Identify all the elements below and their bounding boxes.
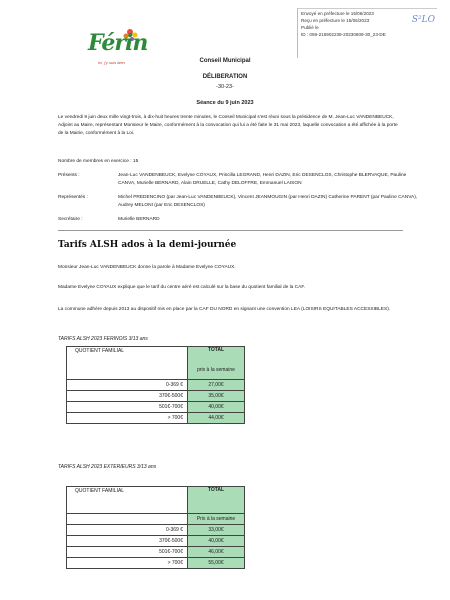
header-total: TOTAL: [188, 487, 245, 514]
table-row: [67, 547, 245, 558]
table2-title: TARIFS ALSH 2023 EXTERIEURS 3/13 ans: [58, 464, 157, 470]
stamp-line-sent: Envoyé en préfecture le 15/06/2023: [301, 11, 374, 16]
section-title: Tarifs ALSH ados à la demi-journée: [58, 240, 237, 250]
tarifs-table-ferinois: [66, 346, 245, 424]
table-row: [67, 525, 245, 536]
qf-cell: 501€-700€: [67, 402, 188, 413]
intro-paragraph: Le vendredi 9 juin deux mille vingt-trois, à dix-huit heures trente minutes, le Conseil Municipal s'est réuni sous la présidence de M. Jean-Luc VANDENBEUCK, Adjoint au Maire, représentant Monsieur le Maire, conformément à la convocation qui lui a été faite le 31 mai 2023, laquelle convocation a été affichée à la porte de la Mairie, conformément à la Loi.: [58, 115, 398, 136]
logo-tagline: Ici, j'y suis bien: [98, 60, 125, 65]
qf-cell: > 700€: [67, 558, 188, 569]
members-line: [58, 158, 138, 166]
table-row: [67, 402, 245, 413]
header-total: [188, 347, 245, 380]
logo-word: Férin: [88, 30, 148, 56]
price-cell: 33,00€: [188, 525, 245, 536]
qf-cell-empty: [67, 514, 188, 525]
secretaire-value: Murielle BERNARD: [118, 217, 160, 222]
header-price-label: prix à la semaine: [197, 367, 235, 373]
stamp-line-published: Publié le: [301, 25, 319, 30]
divider: [58, 230, 403, 231]
header-total-label: TOTAL: [207, 347, 225, 353]
table-row: [67, 413, 245, 424]
table-header-row: [67, 347, 245, 380]
header-qf: QUOTIENT FAMILIAL: [67, 487, 188, 514]
table-subheader-row: [67, 514, 245, 525]
council-title: Conseil Municipal: [199, 58, 251, 64]
deliberation-number: -30-23-: [216, 84, 234, 90]
table-header-row: [67, 487, 245, 514]
price-cell: 40,00€: [188, 402, 245, 413]
price-cell: 46,00€: [188, 547, 245, 558]
table-row: [67, 380, 245, 391]
representes-value: Michel PREDENCINO (par Jean-Luc VANDENBEUCK), Vincent JEANMOUGIN (par Henri DAZIN) Catherine PARENT (par Pauline CANVA), Audrey MELONI (par Eric DESENCLOS): [118, 195, 418, 208]
stamp-line-received: Reçu en préfecture le 15/06/2023: [301, 18, 370, 23]
qf-cell: 0-369 €: [67, 525, 188, 536]
table1-title: TARIFS ALSH 2023 FERINOIS 3/13 ans: [58, 336, 148, 342]
header-qf: QUOTIENT FAMILIAL: [67, 347, 188, 380]
deliberation-title: DÉLIBERATION: [202, 74, 248, 80]
qf-cell: 0-369 €: [67, 380, 188, 391]
representes-label: Représentés :: [58, 195, 88, 200]
qf-cell: 370€-500€: [67, 536, 188, 547]
presents-value: Jean-Luc VANDENBEUCK, Evelyne COYAUX, Priscilla LEGRAND, Henri DAZIN, Eric DESENCLOS, Christophe BLERVAQUE, Pauline CANVA, Murielle BERNARD, Alain DRUELLE, Cathy DELOFFRE, Emmanuel LAISON: [118, 173, 407, 186]
adhere-paragraph: La commune adhère depuis 2013 au dispositif mis en place par la CAF DU NORD en signant une convention LEA (LOISIRS EQUITABLES ACCESSIBLES).: [58, 307, 391, 312]
header-price-label: Prix à la semaine: [188, 514, 245, 525]
qf-cell: 370€-500€: [67, 391, 188, 402]
members-label: Nombre de membres en exercice :: [58, 159, 132, 164]
qf-cell: 501€-700€: [67, 547, 188, 558]
table-row: [67, 536, 245, 547]
qf-cell: > 700€: [67, 413, 188, 424]
tarifs-table-exterieurs: [66, 486, 245, 569]
price-cell: 35,00€: [188, 391, 245, 402]
table-row: [67, 558, 245, 569]
price-cell: 40,00€: [188, 536, 245, 547]
price-cell: 44,00€: [188, 413, 245, 424]
presents-label: Présents :: [58, 173, 80, 178]
members-count: 15: [132, 159, 139, 164]
price-cell: 27,00€: [188, 380, 245, 391]
table-row: [67, 391, 245, 402]
prefecture-stamp: [297, 8, 437, 58]
price-cell: 55,00€: [188, 558, 245, 569]
stamp-signature: S²LO: [411, 15, 435, 25]
explain-paragraph: Madame Evelyne COYAUX explique que le tarif du centre aéré est calculé sur la base du quotient familial de la CAF.: [58, 285, 306, 290]
stamp-line-id: ID : 059-215902239-20230609-30_23-DE: [301, 32, 386, 37]
secretaire-label: Secrétaire :: [58, 217, 83, 222]
seance-date: Séance du 9 juin 2023: [196, 100, 254, 106]
speaker-paragraph: Monsieur Jean-Luc VANDENBEUCK donne la parole à Madame Evelyne COYAUX.: [58, 265, 236, 270]
